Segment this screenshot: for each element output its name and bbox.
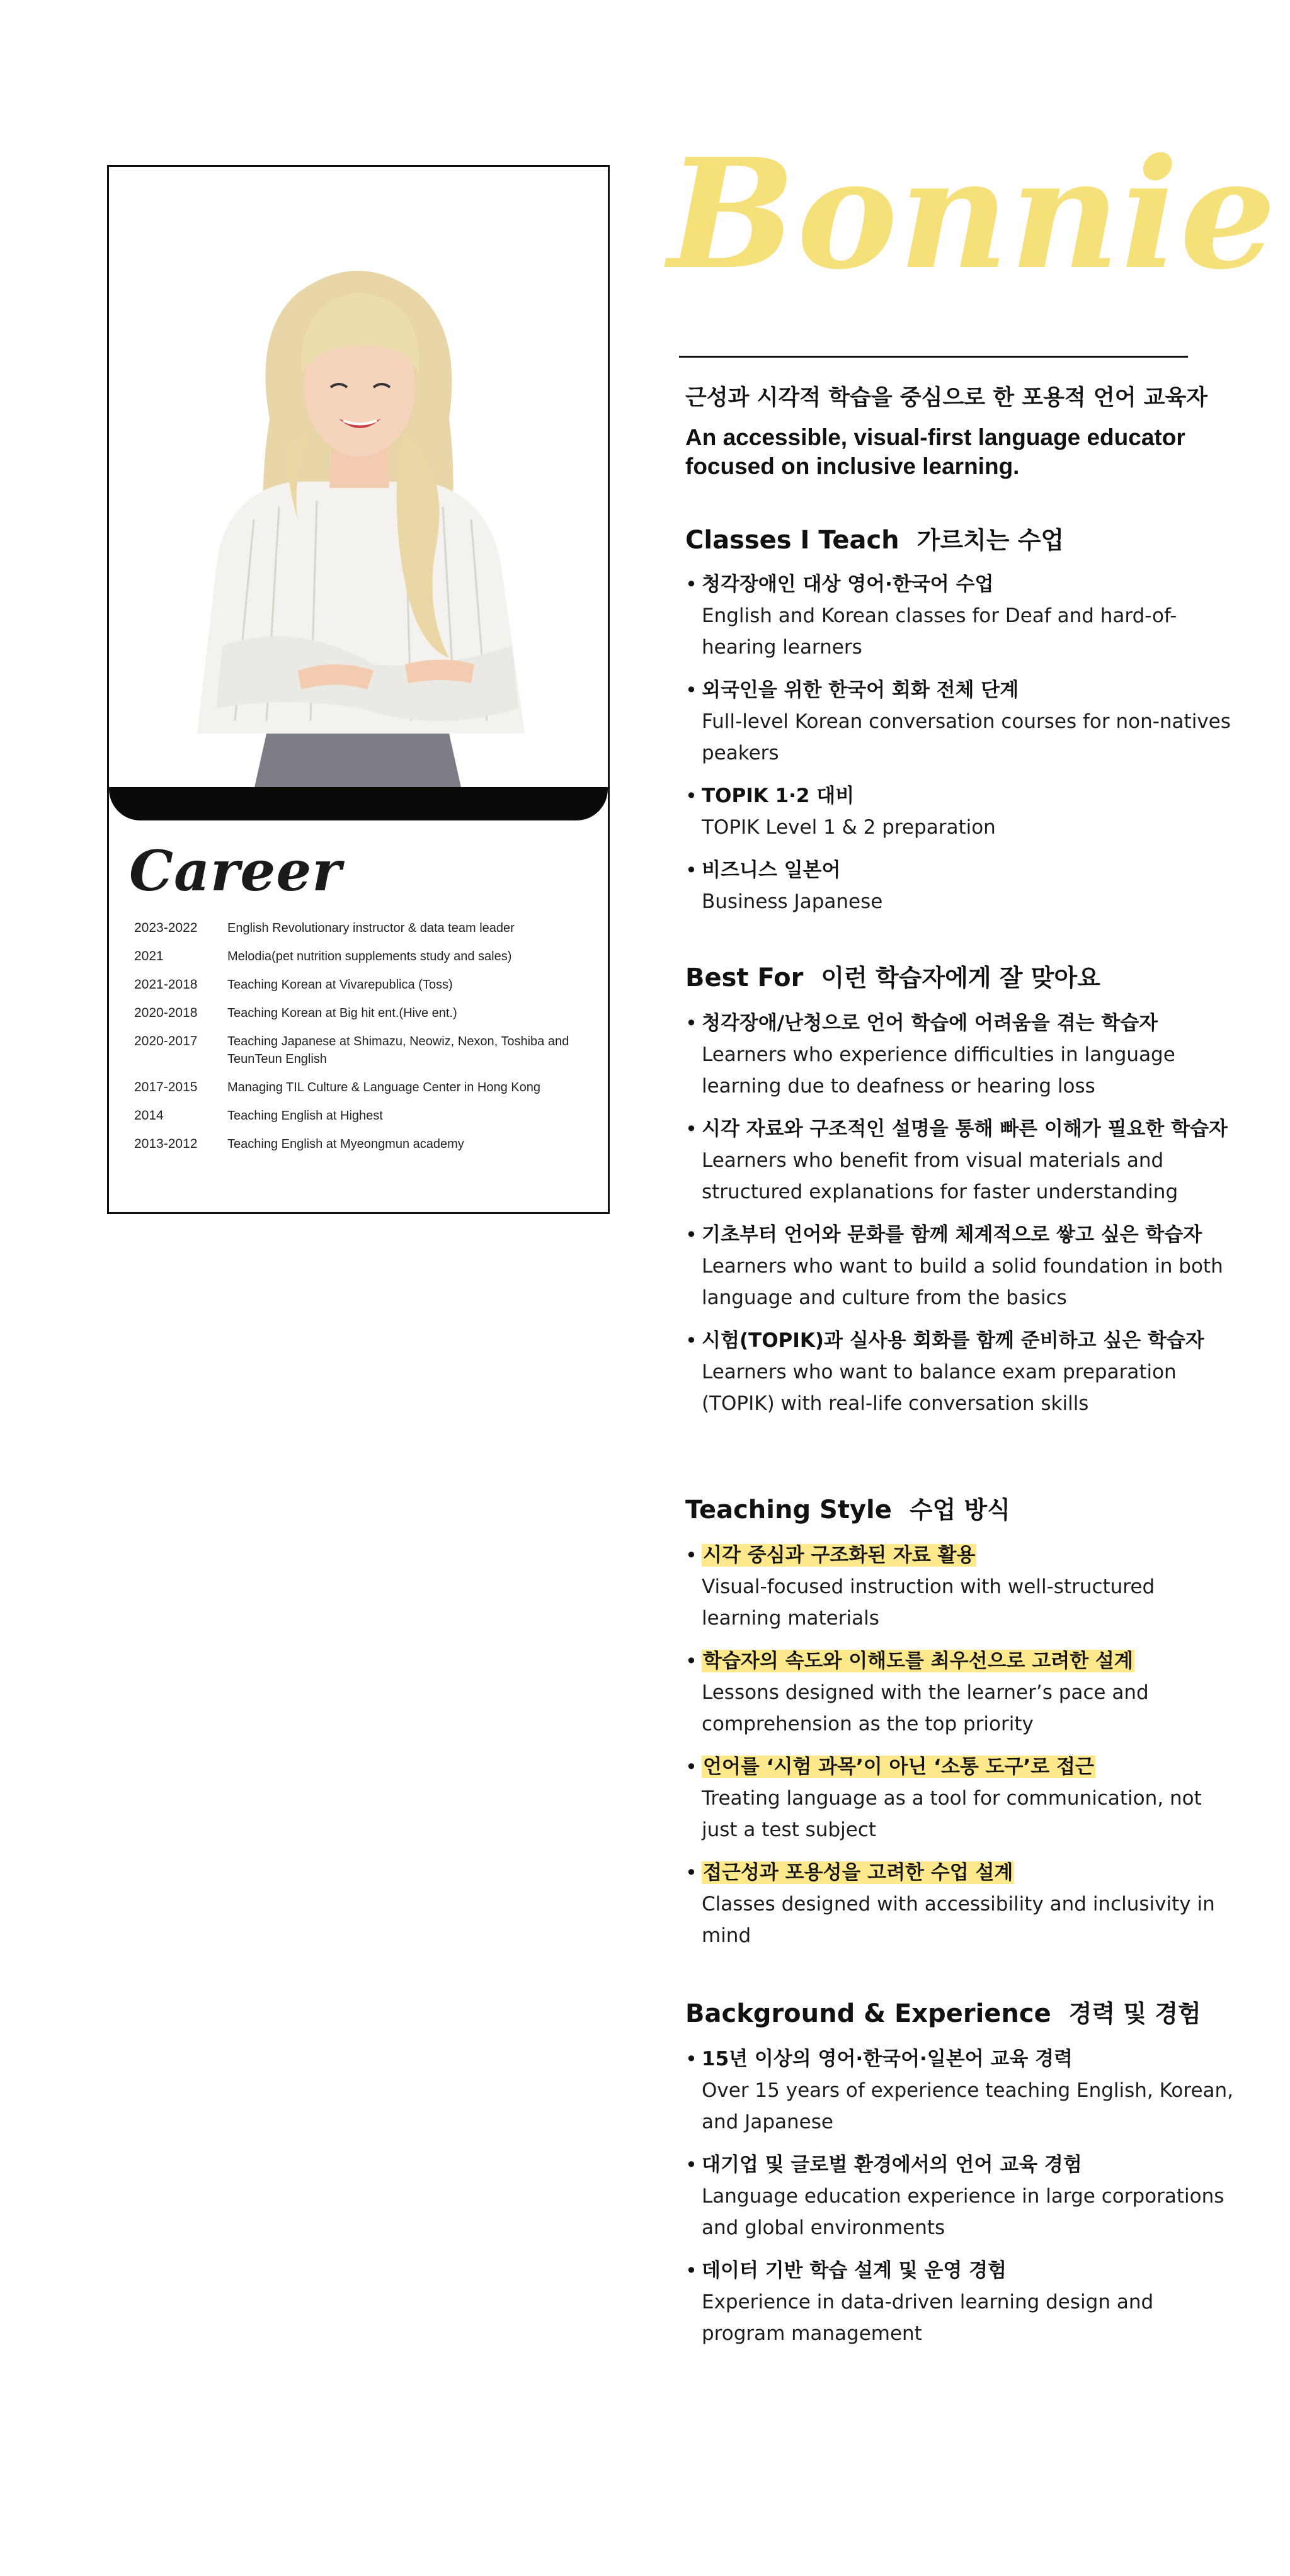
list-item [685,780,1240,843]
list-item [685,1540,1240,1634]
background-list [685,2043,1240,2361]
item-korean: • 비즈니스 일본어 [702,859,841,882]
career-row [134,919,594,937]
career-row [134,1079,594,1096]
career-description: Melodia(pet nutrition supplements study and sales) [227,950,512,963]
section-title-en: Best For [685,963,804,992]
item-english: Lessons designed with the learner’s pace and comprehension as the top priority [702,1681,1149,1735]
item-english: Treating language as a tool for communication, not just a test subject [702,1787,1202,1841]
career-year: 2021-2018 [134,977,198,992]
photo-bottom-band [109,787,608,820]
career-description: Teaching Korean at Vivarepublica (Toss) [227,978,453,992]
career-description: Teaching English at Myeongmun academy [227,1137,464,1151]
career-description: Teaching English at Highest [227,1109,383,1123]
item-korean [702,1540,1240,1571]
list-item [685,2255,1240,2349]
item-korean: • 시각 자료와 구조적인 설명을 통해 빠른 이해가 필요한 학습자 [702,1118,1228,1140]
career-year: 2020-2017 [134,1034,198,1048]
list-item [685,2043,1240,2138]
career-description: Teaching Korean at Big hit ent.(Hive ent.) [227,1006,457,1020]
list-item [685,1645,1240,1740]
item-english: Learners who want to balance exam preparation (TOPIK) with real-life conversation skills [702,1361,1177,1415]
item-korean [702,1751,1240,1783]
career-year: 2021 [134,949,164,963]
item-english: English and Korean classes for Deaf and hard-of-hearing learners [702,604,1177,659]
career-year: 2017-2015 [134,1080,198,1094]
list-item [685,1219,1240,1314]
career-row [134,1004,594,1022]
section-title-en: Teaching Style [685,1495,892,1524]
item-english: TOPIK Level 1 & 2 preparation [702,816,996,839]
career-row [134,948,594,965]
career-year: 2013-2012 [134,1137,198,1151]
item-korean: • 시험(TOPIK)과 실사용 회화를 함께 준비하고 싶은 학습자 [702,1329,1204,1352]
item-korean [702,1645,1240,1677]
career-description: Managing TIL Culture & Language Center in Hong Kong [227,1081,541,1094]
item-english: Learners who experience difficulties in language learning due to deafness or hearing loss [702,1043,1175,1098]
career-row [134,1135,594,1153]
item-korean: • 청각장애인 대상 영어·한국어 수업 [702,573,994,596]
section-title-background [685,1996,1201,2031]
list-item [685,2149,1240,2244]
item-korean [702,1857,1240,1888]
best-for-list [685,1007,1240,1431]
section-title-ko: 가르치는 수업 [916,526,1065,554]
item-english: Visual-focused instruction with well-structured learning materials [702,1575,1155,1630]
highlighted-text: 언어를 ‘시험 과목’이 아닌 ‘소통 도구’로 접근 [703,1756,1094,1778]
list-item [685,1857,1240,1951]
divider [679,356,1188,358]
section-title-en: Classes I Teach [685,526,899,555]
item-korean: • 외국인을 위한 한국어 회화 전체 단계 [702,679,1019,701]
list-item [685,854,1240,917]
classes-list [685,569,1240,929]
highlighted-text: 시각 중심과 구조화된 자료 활용 [703,1544,976,1567]
career-year: 2023-2022 [134,921,198,935]
list-item [685,1113,1240,1208]
list-item [685,1007,1240,1102]
career-list [134,919,594,1164]
tagline-korean: 근성과 시각적 학습을 중심으로 한 포용적 언어 교육자 [685,385,1208,411]
section-title-ko: 경력 및 경험 [1068,2000,1201,2028]
profile-photo [109,167,608,790]
item-korean: • 청각장애/난청으로 언어 학습에 어려움을 겪는 학습자 [702,1012,1158,1035]
portrait-illustration [109,167,608,790]
item-english: Experience in data-driven learning design and program management [702,2291,1154,2345]
career-year: 2014 [134,1108,164,1123]
item-english: Classes designed with accessibility and inclusivity in mind [702,1893,1215,1947]
item-korean: • 기초부터 언어와 문화를 함께 체계적으로 쌓고 싶은 학습자 [702,1223,1202,1246]
tagline-english: An accessible, visual-first language educator focused on inclusive learning. [685,424,1185,479]
section-title-ko: 이런 학습자에게 잘 맞아요 [821,964,1100,992]
item-korean: • 15년 이상의 영어·한국어·일본어 교육 경력 [702,2048,1073,2070]
name-logo: Bonnie [668,125,1277,303]
item-english: Full-level Korean conversation courses for non-natives peakers [702,710,1231,764]
list-item [685,1751,1240,1846]
career-year: 2020-2018 [134,1006,198,1020]
career-row [134,1033,594,1068]
career-heading: Career [129,838,342,904]
career-description: Teaching Japanese at Shimazu, Neowiz, Nexon, Toshiba and TeunTeun English [227,1035,569,1066]
list-item [685,1325,1240,1419]
item-korean: • 대기업 및 글로벌 환경에서의 언어 교육 경험 [702,2153,1082,2176]
item-korean: • 데이터 기반 학습 설계 및 운영 경험 [702,2259,1007,2282]
item-english: Business Japanese [702,890,883,913]
section-title-en: Background & Experience [685,1999,1051,2028]
section-title-ko: 수업 방식 [909,1496,1010,1524]
list-item [685,674,1240,769]
career-description: English Revolutionary instructor & data team leader [227,921,515,935]
highlighted-text: 학습자의 속도와 이해도를 최우선으로 고려한 설계 [703,1650,1133,1672]
item-korean: • TOPIK 1·2 대비 [702,785,855,807]
list-item [685,569,1240,663]
career-row [134,1107,594,1125]
section-title-best-for [685,960,1100,996]
item-english: Learners who want to build a solid foundation in both language and culture from the basics [702,1255,1223,1309]
item-english: Over 15 years of experience teaching English, Korean, and Japanese [702,2079,1234,2133]
item-english: Learners who benefit from visual materials and structured explanations for faster understanding [702,1149,1179,1203]
section-title-teaching-style [685,1492,1010,1528]
item-english: Language education experience in large corporations and global environments [702,2185,1224,2239]
section-title-classes [685,523,1064,558]
teaching-style-list [685,1540,1240,1963]
career-row [134,976,594,994]
highlighted-text: 접근성과 포용성을 고려한 수업 설계 [703,1861,1013,1884]
profile-card [107,165,610,1214]
